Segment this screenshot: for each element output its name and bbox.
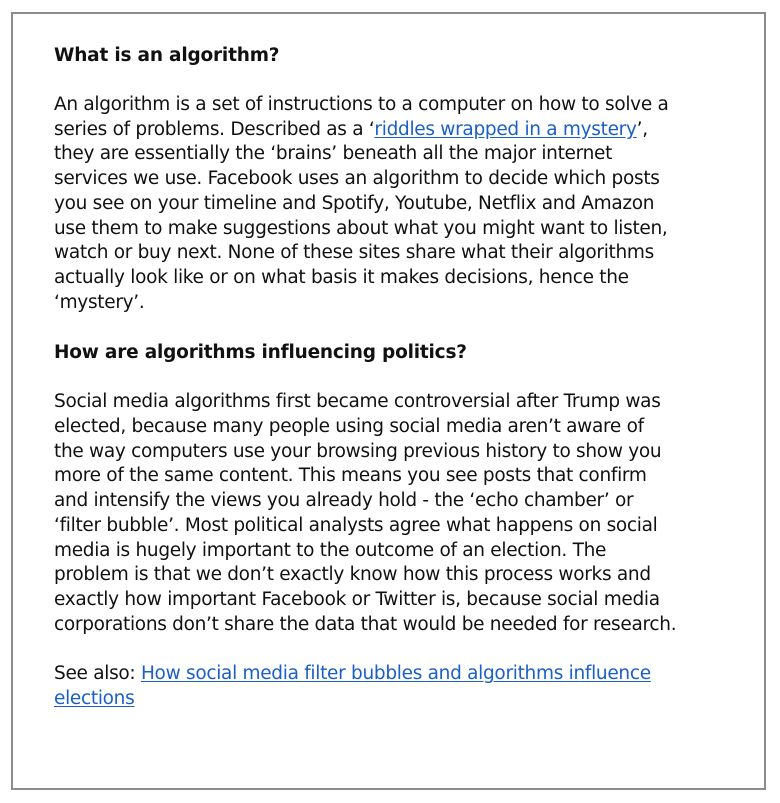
article-frame (11, 12, 766, 790)
spacer (54, 366, 678, 390)
paragraph-text: ’, they are essentially the ‘brains’ beneath all the major internet services we use. Facebook uses an algorithm to decide which posts you see on your timeline and Spotify, Youtube, Netflix and Amazon use them to make suggestions about what you might want to listen, watch or buy next. None of these sites share what their algorithms actually look like or on what basis it makes decisions, hence the ‘mystery’. (54, 118, 668, 313)
spacer (54, 315, 678, 340)
see-also-prefix: See also: (54, 663, 141, 685)
paragraph-politics: Social media algorithms first became controversial after Trump was elected, because many people using social media aren’t aware of the way computers use your browsing previous history to show you more of the same content. This means you see posts that confirm and intensify the views you already hold - the ‘echo chamber’ or ‘filter bubble’. Most political analysts agree what happens on social media is hugely important to the outcome of an election. The problem is that we don’t exactly know how this process works and exactly how important Facebook or Twitter is, because social media corporations don’t share the data that would be needed for research. (54, 391, 677, 635)
see-also (54, 662, 678, 711)
heading-what-is-algorithm: What is an algorithm? (54, 45, 280, 66)
riddles-link[interactable]: riddles wrapped in a mystery (374, 118, 637, 140)
spacer (54, 69, 678, 93)
filter-bubbles-link[interactable]: How social media filter bubbles and algorithms influence elections (54, 663, 651, 710)
spacer (54, 637, 678, 662)
paragraph-algorithm-definition (54, 93, 678, 315)
heading-algorithms-politics: How are algorithms influencing politics? (54, 342, 467, 364)
paragraph-text: An algorithm is a set of instructions to a computer on how to solve a series of problems. Described as a ‘ (54, 94, 669, 140)
article-content (54, 43, 678, 712)
